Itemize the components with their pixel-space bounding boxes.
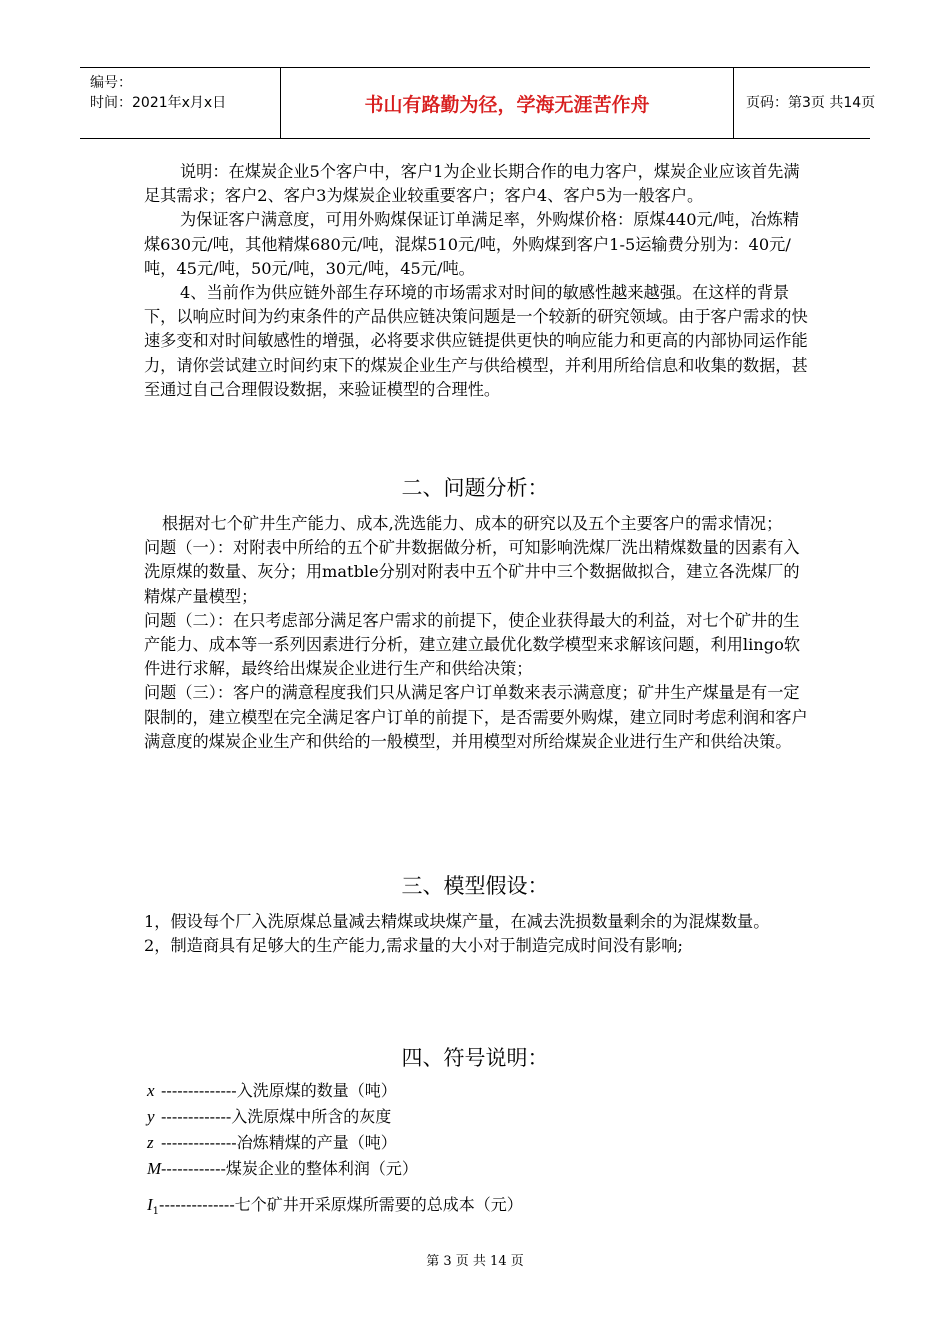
symbol-var: y	[147, 1107, 155, 1126]
number-label: 编号：	[90, 75, 132, 91]
symbol-row-m	[147, 1156, 418, 1179]
heading-symbol-description: 四、符号说明：	[401, 1046, 549, 1070]
section3-text	[144, 910, 809, 958]
symbol-row-x	[147, 1078, 397, 1101]
time-label: 时间：2021年x月x日	[90, 95, 227, 111]
section2-text	[144, 512, 809, 754]
symbol-desc: 冶炼精煤的产量（吨）	[236, 1133, 397, 1152]
symbol-var: I	[147, 1195, 153, 1214]
analysis-question-1: 问题（一）：对附表中所给的五个矿井数据做分析，可知影响洗煤厂洗出精煤数量的因素有入洗原煤的数量、灰分；用matble分别对附表中五个矿井中三个数据做拟合，建立各洗煤厂的精煤产量模型；	[144, 538, 800, 606]
symbol-dash: --------------	[161, 1133, 237, 1152]
symbol-row-y	[147, 1104, 391, 1127]
analysis-question-3: 问题（三）：客户的满意程度我们只从满足客户订单数来表示满意度；矿井生产煤量是有一定限制的，建立模型在完全满足客户订单的前提下，是否需要外购煤，建立同时考虑利润和客户满意度的煤炭企业生产和供给的一般模型，并用模型对所给煤炭企业进行生产和供给决策。	[144, 683, 808, 751]
symbol-var: z	[147, 1133, 154, 1152]
heading-model-assumptions: 三、模型假设：	[401, 874, 549, 898]
paragraph-purchase-price: 为保证客户满意度，可用外购煤保证订单满足率，外购煤价格：原煤440元/吨，冶炼精煤630元/吨，其他精煤680元/吨，混煤510元/吨，外购煤到客户1-5运输费分别为：40元/吨，45元/吨，50元/吨，30元/吨，45元/吨。	[144, 210, 800, 278]
paragraph-question-4: 4、当前作为供应链外部生存环境的市场需求对时间的敏感性越来越强。在这样的背景下，以响应时间为约束条件的产品供应链决策问题是一个较新的研究领域。由于客户需求的快速多变和对时间敏感性的增强，必将要求供应链提供更快的响应能力和更高的内部协同运作能力，请你尝试建立时间约束下的煤炭企业生产与供给模型，并利用所给信息和收集的数据，甚至通过自己合理假设数据，来验证模型的合理性。	[144, 283, 808, 399]
page-header	[80, 67, 876, 139]
symbol-desc: 入洗原煤中所含的灰度	[231, 1107, 392, 1126]
symbol-dash: --------------	[159, 1195, 235, 1214]
symbol-row-i1	[147, 1192, 523, 1217]
paragraph-customer-note: 说明：在煤炭企业5个客户中，客户1为企业长期合作的电力客户，煤炭企业应该首先满足其需求；客户2、客户3为煤炭企业较重要客户；客户4、客户5为一般客户。	[144, 162, 800, 206]
symbol-desc: 七个矿井开采原煤所需要的总成本（元）	[234, 1195, 523, 1214]
assumption-2: 2，制造商具有足够大的生产能力,需求量的大小对于制造完成时间没有影响;	[144, 936, 683, 956]
symbol-dash: -------------	[161, 1107, 232, 1126]
header-motto: 书山有路勤为径，学海无涯苦作舟	[364, 94, 650, 116]
analysis-question-2: 问题（二）：在只考虑部分满足客户需求的前提下，使企业获得最大的利益，对七个矿井的生产能力、成本等一系列因素进行分析，建立建立最优化数学模型来求解该问题，利用lingo软件进行求解，最终给出煤炭企业进行生产和供给决策；	[144, 610, 801, 679]
heading-problem-analysis: 二、问题分析：	[401, 476, 549, 500]
assumption-1: 1，假设每个厂入洗原煤总量减去精煤或块煤产量，在减去洗损数量剩余的为混煤数量。	[144, 912, 770, 931]
header-page-info: 页码：第3页 共14页	[746, 95, 876, 111]
header-meta-cell	[80, 68, 281, 138]
symbol-subscript: 1	[152, 1206, 160, 1218]
symbol-desc: 煤炭企业的整体利润（元）	[225, 1159, 418, 1178]
symbol-row-z	[147, 1130, 397, 1153]
symbol-dash: --------------	[161, 1081, 237, 1100]
header-page-cell	[734, 68, 876, 138]
analysis-intro: 根据对七个矿井生产能力、成本,洗选能力、成本的研究以及五个主要客户的需求情况；	[162, 514, 783, 533]
symbol-desc: 入洗原煤的数量（吨）	[236, 1081, 397, 1100]
symbol-dash: ------------	[161, 1159, 226, 1178]
page-footer: 第 3 页 共 14 页	[426, 1254, 524, 1269]
symbol-var: x	[147, 1081, 155, 1100]
symbol-var: M	[147, 1159, 162, 1178]
header-motto-cell	[281, 68, 734, 138]
section1-text	[144, 160, 809, 402]
